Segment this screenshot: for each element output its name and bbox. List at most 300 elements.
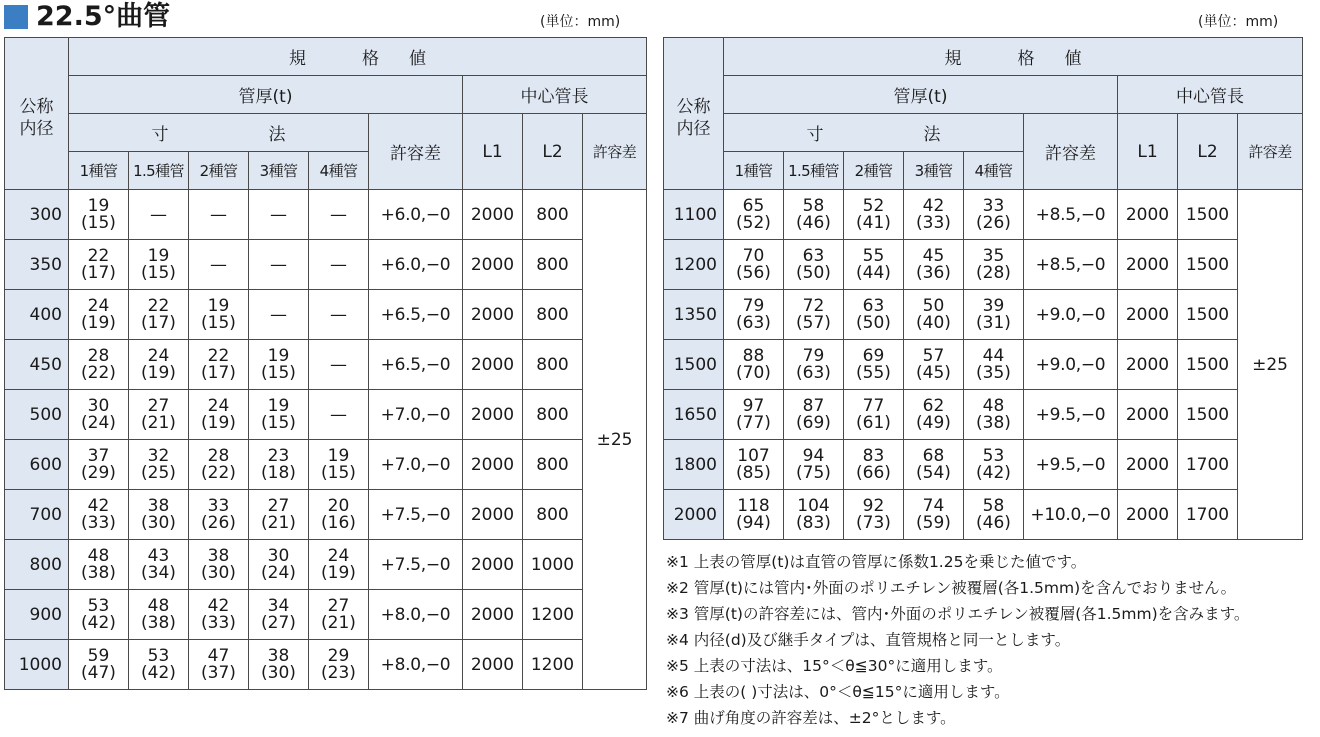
cell-tolerance: +9.5,−0 <box>1024 390 1118 440</box>
cell-thickness-dash: — <box>309 290 369 340</box>
thickness-value <box>724 445 783 483</box>
thickness-value <box>904 445 963 483</box>
thickness-main: 23 <box>267 445 290 466</box>
thickness-value <box>784 245 843 283</box>
cell-thickness <box>189 340 249 390</box>
cell-nominal-diameter: 500 <box>5 390 69 440</box>
cell-l1: 2000 <box>1118 440 1178 490</box>
cell-nominal-diameter: 1500 <box>664 340 724 390</box>
thickness-value <box>69 245 128 283</box>
spec-table-right <box>663 37 1303 540</box>
thickness-value <box>129 345 188 383</box>
header-spec-char: 規 <box>289 49 307 69</box>
cell-thickness <box>129 390 189 440</box>
thickness-value <box>69 445 128 483</box>
table-row <box>5 290 647 340</box>
thickness-value <box>189 595 248 633</box>
cell-tolerance: +7.0,−0 <box>369 390 463 440</box>
thickness-paren: (66) <box>856 462 891 483</box>
thickness-paren: (70) <box>736 362 771 383</box>
notes-block <box>666 549 1249 731</box>
table-row <box>664 190 1303 240</box>
thickness-value <box>129 445 188 483</box>
thickness-paren: (50) <box>856 312 891 333</box>
header-spec-char: 格 <box>1017 49 1035 69</box>
cell-thickness-dash: — <box>129 190 189 240</box>
cell-thickness <box>724 490 784 540</box>
thickness-value <box>69 495 128 533</box>
note-item: ※5 上表の寸法は、15°＜θ≦30°に適用します。 <box>666 657 1003 675</box>
note-item: ※3 管厚(t)の許容差には、管内･外面のポリエチレン被覆層(各1.5mm)を含みます。 <box>666 605 1250 623</box>
table-row <box>664 240 1303 290</box>
thickness-main: 27 <box>327 595 350 616</box>
thickness-paren: (59) <box>916 512 951 533</box>
cell-thickness <box>724 190 784 240</box>
thickness-value <box>724 245 783 283</box>
thickness-main: 79 <box>802 345 825 366</box>
thickness-paren: (15) <box>81 212 116 233</box>
thickness-value <box>844 445 903 483</box>
cell-l2: 1500 <box>1178 190 1238 240</box>
thickness-main: 44 <box>982 345 1005 366</box>
cell-thickness <box>844 240 904 290</box>
table-row <box>5 340 647 390</box>
thickness-main: 58 <box>982 495 1005 516</box>
cell-thickness <box>904 390 964 440</box>
cell-thickness <box>309 640 369 690</box>
thickness-paren: (85) <box>736 462 771 483</box>
thickness-value <box>69 345 128 383</box>
thickness-paren: (18) <box>261 462 296 483</box>
cell-thickness <box>69 390 129 440</box>
thickness-paren: (75) <box>796 462 831 483</box>
table-body-left <box>5 190 647 690</box>
thickness-paren: (17) <box>141 312 176 333</box>
cell-l1: 2000 <box>463 490 523 540</box>
cell-l2: 1500 <box>1178 240 1238 290</box>
thickness-value <box>784 395 843 433</box>
cell-l1: 2000 <box>463 540 523 590</box>
thickness-main: 19 <box>267 345 290 366</box>
cell-tolerance: +8.0,−0 <box>369 590 463 640</box>
thickness-value <box>724 195 783 233</box>
thickness-main: 50 <box>922 295 945 316</box>
thickness-value <box>189 295 248 333</box>
cell-thickness <box>249 440 309 490</box>
cell-tolerance: +10.0,−0 <box>1024 490 1118 540</box>
cell-thickness <box>309 490 369 540</box>
header-nominal-diameter <box>664 38 724 190</box>
cell-thickness <box>784 240 844 290</box>
thickness-paren: (16) <box>321 512 356 533</box>
cell-nominal-diameter: 1200 <box>664 240 724 290</box>
header-dimension-char: 寸 <box>151 125 169 145</box>
thickness-value <box>784 495 843 533</box>
thickness-main: 27 <box>147 395 170 416</box>
thickness-main: 92 <box>862 495 885 516</box>
thickness-main: 30 <box>87 395 110 416</box>
note-item: ※1 上表の管厚(t)は直管の管厚に係数1.25を乗じた値です。 <box>666 553 1087 571</box>
thickness-paren: (19) <box>321 562 356 583</box>
cell-thickness <box>784 340 844 390</box>
header-grade-1-5: 1.5種管 <box>784 152 844 190</box>
thickness-value <box>724 345 783 383</box>
table-row <box>5 490 647 540</box>
header-nominal-diameter <box>5 38 69 190</box>
cell-nominal-diameter: 900 <box>5 590 69 640</box>
thickness-value <box>844 295 903 333</box>
thickness-main: 69 <box>862 345 885 366</box>
thickness-value <box>249 545 308 583</box>
cell-thickness <box>189 590 249 640</box>
thickness-value <box>904 195 963 233</box>
cell-l2: 800 <box>523 390 583 440</box>
thickness-paren: (33) <box>916 212 951 233</box>
thickness-paren: (50) <box>796 262 831 283</box>
cell-l2: 800 <box>523 340 583 390</box>
cell-thickness-dash: — <box>309 240 369 290</box>
thickness-main: 62 <box>922 395 945 416</box>
thickness-paren: (69) <box>796 412 831 433</box>
thickness-paren: (34) <box>141 562 176 583</box>
thickness-main: 83 <box>862 445 885 466</box>
header-grade-3: 3種管 <box>249 152 309 190</box>
thickness-value <box>129 245 188 283</box>
thickness-main: 22 <box>207 345 230 366</box>
cell-thickness <box>249 390 309 440</box>
cell-thickness <box>129 490 189 540</box>
header-dimension-char: 法 <box>268 125 286 145</box>
thickness-value <box>249 645 308 683</box>
thickness-main: 38 <box>147 495 170 516</box>
cell-l1: 2000 <box>463 440 523 490</box>
thickness-main: 19 <box>87 195 110 216</box>
cell-thickness <box>189 290 249 340</box>
thickness-main: 19 <box>267 395 290 416</box>
thickness-paren: (42) <box>141 662 176 683</box>
cell-l1: 2000 <box>463 190 523 240</box>
cell-tolerance: +7.5,−0 <box>369 540 463 590</box>
thickness-value <box>904 245 963 283</box>
cell-tolerance: +8.5,−0 <box>1024 190 1118 240</box>
cell-thickness <box>904 290 964 340</box>
thickness-main: 33 <box>207 495 230 516</box>
thickness-paren: (19) <box>81 312 116 333</box>
cell-thickness <box>844 340 904 390</box>
spec-table-left <box>4 37 647 690</box>
cell-l1: 2000 <box>463 290 523 340</box>
cell-thickness <box>964 190 1024 240</box>
header-length-tolerance: 許容差 <box>583 114 647 190</box>
table-row <box>5 540 647 590</box>
thickness-main: 42 <box>87 495 110 516</box>
thickness-main: 33 <box>982 195 1005 216</box>
thickness-paren: (15) <box>321 462 356 483</box>
cell-thickness-dash: — <box>249 290 309 340</box>
thickness-paren: (37) <box>201 662 236 683</box>
cell-nominal-diameter: 1800 <box>664 440 724 490</box>
thickness-value <box>189 545 248 583</box>
title-square-icon <box>4 5 28 29</box>
cell-l2: 1200 <box>523 590 583 640</box>
thickness-main: 24 <box>147 345 170 366</box>
thickness-main: 88 <box>742 345 765 366</box>
thickness-value <box>189 395 248 433</box>
table-body-right <box>664 190 1303 540</box>
header-spec-char: 値 <box>409 49 427 69</box>
cell-thickness <box>189 390 249 440</box>
cell-thickness-dash: — <box>309 340 369 390</box>
cell-tolerance: +8.0,−0 <box>369 640 463 690</box>
cell-thickness <box>724 390 784 440</box>
thickness-main: 20 <box>327 495 350 516</box>
thickness-paren: (26) <box>201 512 236 533</box>
thickness-value <box>904 495 963 533</box>
thickness-value <box>129 495 188 533</box>
thickness-value <box>129 645 188 683</box>
thickness-value <box>904 295 963 333</box>
thickness-paren: (24) <box>261 562 296 583</box>
cell-tolerance: +6.0,−0 <box>369 190 463 240</box>
thickness-paren: (46) <box>976 512 1011 533</box>
table-row <box>664 490 1303 540</box>
thickness-paren: (19) <box>201 412 236 433</box>
thickness-value <box>249 395 308 433</box>
cell-thickness <box>189 640 249 690</box>
thickness-main: 37 <box>87 445 110 466</box>
thickness-main: 30 <box>267 545 290 566</box>
thickness-paren: (49) <box>916 412 951 433</box>
cell-nominal-diameter: 300 <box>5 190 69 240</box>
cell-l1: 2000 <box>1118 240 1178 290</box>
cell-thickness <box>844 290 904 340</box>
thickness-main: 118 <box>737 495 770 516</box>
cell-thickness <box>249 640 309 690</box>
thickness-main: 24 <box>87 295 110 316</box>
cell-l2: 1500 <box>1178 340 1238 390</box>
page-title <box>4 2 170 32</box>
thickness-paren: (26) <box>976 212 1011 233</box>
thickness-value <box>844 245 903 283</box>
header-grade-4: 4種管 <box>309 152 369 190</box>
cell-thickness <box>69 190 129 240</box>
cell-l2: 800 <box>523 440 583 490</box>
cell-thickness <box>309 440 369 490</box>
thickness-value <box>844 395 903 433</box>
cell-tolerance: +6.0,−0 <box>369 240 463 290</box>
cell-l2: 1200 <box>523 640 583 690</box>
cell-thickness <box>724 290 784 340</box>
cell-thickness-dash: — <box>189 190 249 240</box>
thickness-value <box>964 445 1023 483</box>
cell-tolerance: +9.5,−0 <box>1024 440 1118 490</box>
cell-l1: 2000 <box>1118 340 1178 390</box>
header-dimension <box>69 114 369 152</box>
thickness-paren: (42) <box>81 612 116 633</box>
thickness-value <box>69 395 128 433</box>
header-length-tolerance: 許容差 <box>1238 114 1303 190</box>
header-dimension-char: 寸 <box>806 125 824 145</box>
thickness-paren: (25) <box>141 462 176 483</box>
cell-thickness <box>964 390 1024 440</box>
cell-thickness <box>129 590 189 640</box>
cell-l1: 2000 <box>463 640 523 690</box>
cell-thickness <box>904 490 964 540</box>
thickness-value <box>964 295 1023 333</box>
thickness-main: 45 <box>922 245 945 266</box>
thickness-value <box>964 395 1023 433</box>
thickness-value <box>69 595 128 633</box>
cell-l1: 2000 <box>1118 490 1178 540</box>
cell-thickness <box>964 290 1024 340</box>
thickness-paren: (55) <box>856 362 891 383</box>
cell-l2: 1700 <box>1178 440 1238 490</box>
thickness-paren: (36) <box>916 262 951 283</box>
header-spec-values <box>724 38 1303 76</box>
header-grade-1: 1種管 <box>69 152 129 190</box>
note-item: ※4 内径(d)及び継手タイプは、直管規格と同一とします。 <box>666 631 1071 649</box>
header-grade-3: 3種管 <box>904 152 964 190</box>
header-grade-2: 2種管 <box>844 152 904 190</box>
thickness-value <box>129 395 188 433</box>
cell-nominal-diameter: 1100 <box>664 190 724 240</box>
thickness-main: 63 <box>802 245 825 266</box>
thickness-paren: (30) <box>261 662 296 683</box>
cell-thickness <box>69 490 129 540</box>
thickness-paren: (35) <box>976 362 1011 383</box>
cell-thickness <box>69 340 129 390</box>
cell-thickness <box>249 590 309 640</box>
thickness-main: 63 <box>862 295 885 316</box>
thickness-value <box>129 595 188 633</box>
cell-thickness <box>249 540 309 590</box>
thickness-paren: (15) <box>201 312 236 333</box>
thickness-main: 68 <box>922 445 945 466</box>
cell-thickness-dash: — <box>249 190 309 240</box>
thickness-value <box>844 345 903 383</box>
cell-l2: 800 <box>523 190 583 240</box>
thickness-value <box>309 545 368 583</box>
cell-thickness <box>784 390 844 440</box>
thickness-value <box>189 345 248 383</box>
table-row <box>5 440 647 490</box>
header-l2: L2 <box>1178 114 1238 190</box>
cell-tolerance: +6.5,−0 <box>369 290 463 340</box>
thickness-paren: (44) <box>856 262 891 283</box>
header-nominal-line2: 内径 <box>676 119 711 139</box>
thickness-main: 72 <box>802 295 825 316</box>
header-thickness: 管厚(t) <box>69 76 463 114</box>
thickness-paren: (38) <box>141 612 176 633</box>
note-item: ※2 管厚(t)には管内･外面のポリエチレン被覆層(各1.5mm)を含んでおりません。 <box>666 579 1237 597</box>
cell-l2: 800 <box>523 490 583 540</box>
thickness-value <box>69 645 128 683</box>
thickness-main: 107 <box>737 445 770 466</box>
thickness-main: 65 <box>742 195 765 216</box>
cell-thickness <box>129 440 189 490</box>
header-center-length: 中心管長 <box>463 76 647 114</box>
thickness-value <box>249 345 308 383</box>
header-spec-char: 規 <box>944 49 962 69</box>
cell-nominal-diameter: 450 <box>5 340 69 390</box>
thickness-paren: (17) <box>81 262 116 283</box>
cell-l1: 2000 <box>1118 190 1178 240</box>
thickness-value <box>964 195 1023 233</box>
cell-tolerance: +7.0,−0 <box>369 440 463 490</box>
thickness-paren: (19) <box>141 362 176 383</box>
cell-tolerance: +9.0,−0 <box>1024 290 1118 340</box>
header-grade-2: 2種管 <box>189 152 249 190</box>
cell-tolerance: +6.5,−0 <box>369 340 463 390</box>
unit-label-right: (単位：mm) <box>1198 14 1279 30</box>
thickness-value <box>724 295 783 333</box>
thickness-paren: (61) <box>856 412 891 433</box>
note-item: ※6 上表の( )寸法は、0°＜θ≦15°に適用します。 <box>666 683 1010 701</box>
thickness-paren: (23) <box>321 662 356 683</box>
thickness-main: 28 <box>87 345 110 366</box>
thickness-main: 27 <box>267 495 290 516</box>
cell-l1: 2000 <box>463 340 523 390</box>
header-grade-1-5: 1.5種管 <box>129 152 189 190</box>
thickness-paren: (41) <box>856 212 891 233</box>
cell-thickness <box>904 240 964 290</box>
cell-l2: 1500 <box>1178 390 1238 440</box>
table-row <box>5 190 647 240</box>
cell-thickness <box>964 240 1024 290</box>
cell-thickness <box>129 240 189 290</box>
thickness-paren: (57) <box>796 312 831 333</box>
header-tolerance: 許容差 <box>1024 114 1118 190</box>
thickness-main: 22 <box>147 295 170 316</box>
thickness-paren: (38) <box>976 412 1011 433</box>
thickness-value <box>249 495 308 533</box>
thickness-value <box>844 495 903 533</box>
cell-l2: 1500 <box>1178 290 1238 340</box>
thickness-value <box>309 595 368 633</box>
thickness-main: 104 <box>797 495 830 516</box>
table-row <box>5 390 647 440</box>
thickness-value <box>964 345 1023 383</box>
cell-thickness <box>189 540 249 590</box>
thickness-main: 53 <box>87 595 110 616</box>
header-grade-1: 1種管 <box>724 152 784 190</box>
cell-thickness <box>904 190 964 240</box>
thickness-paren: (15) <box>261 362 296 383</box>
cell-thickness <box>189 440 249 490</box>
cell-l1: 2000 <box>1118 290 1178 340</box>
thickness-main: 42 <box>207 595 230 616</box>
thickness-main: 38 <box>207 545 230 566</box>
thickness-value <box>309 445 368 483</box>
cell-l2: 1000 <box>523 540 583 590</box>
header-center-length: 中心管長 <box>1118 76 1303 114</box>
header-grade-4: 4種管 <box>964 152 1024 190</box>
thickness-main: 42 <box>922 195 945 216</box>
thickness-value <box>69 545 128 583</box>
thickness-main: 87 <box>802 395 825 416</box>
thickness-main: 22 <box>87 245 110 266</box>
cell-thickness <box>844 190 904 240</box>
header-l1: L1 <box>1118 114 1178 190</box>
cell-thickness <box>724 340 784 390</box>
cell-thickness <box>784 490 844 540</box>
thickness-paren: (52) <box>736 212 771 233</box>
cell-nominal-diameter: 2000 <box>664 490 724 540</box>
table-row <box>5 640 647 690</box>
thickness-main: 47 <box>207 645 230 666</box>
cell-thickness <box>844 490 904 540</box>
thickness-value <box>249 595 308 633</box>
